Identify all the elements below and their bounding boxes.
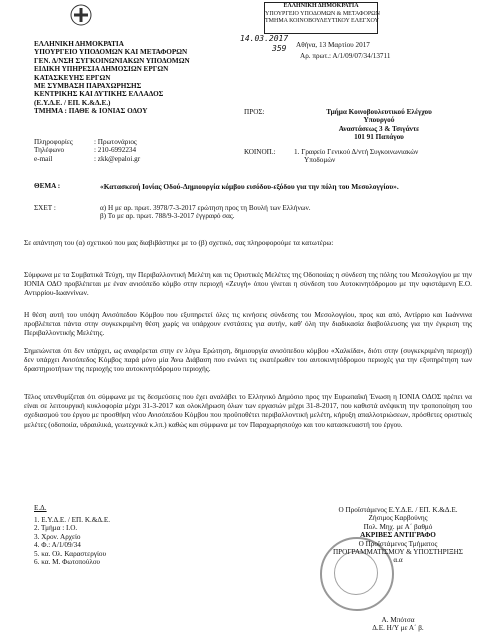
- email-value: : zkk@epaloi.gr: [94, 154, 141, 163]
- distribution-item: 2. Τμήμα : Ι.Ο.: [34, 524, 78, 533]
- sender-line: ΜΕ ΣΥΜΒΑΣΗ ΠΑΡΑΧΩΡΗΣΗΣ: [34, 82, 142, 91]
- sender-line: ΕΙΔΙΚΗ ΥΠΗΡΕΣΙΑ ΔΗΜΟΣΙΩΝ ΕΡΓΩΝ: [34, 65, 169, 74]
- info-label: Πληροφορίες: [34, 138, 73, 146]
- to-line: Τμήμα Κοινοβουλευτικού Ελέγχου: [326, 108, 432, 116]
- phone-label: Τηλέφωνο: [34, 146, 65, 155]
- handwritten-date: 14.03.2017: [240, 34, 289, 43]
- distribution-item: 3. Χρον. Αρχείο: [34, 532, 81, 541]
- sender-line: (Ε.Υ.Δ.Ε. / ΕΠ. Κ.&Δ.Ε.): [34, 98, 111, 107]
- copy-grade: Δ.Ε. Η/Υ με Α΄ β.: [372, 624, 424, 633]
- copy-label: ΑΚΡΙΒΕΣ ΑΝΤΙΓΡΑΦΟ: [360, 531, 436, 540]
- related-item: α) Η με αρ. πρωτ. 3978/7-3-2017 ερώτηση προς τη Βουλή των Ελλήνων.: [100, 204, 311, 212]
- subject-text: «Κατασκευή Ιονίας Οδού-Δημιουργία κόμβου εισόδου-εξόδου για την πόλη του Μεσολογγίου».: [100, 182, 399, 191]
- distribution-item: 6. κα. Μ. Φωτοπούλου: [34, 558, 100, 567]
- body-paragraph: Η θέση αυτή του υπόψη Ανισόπεδου Κόμβου που εξυπηρετεί όλες τις κινήσεις σύνδεσης του Μεσολογγίου, προς και από, Αντίρριο και Ιωάννινα προβλέπεται πάντα στην συγκεκριμένη θέση χωρίς να υπάρχουν ενστάσεις για αυτήν, καθ' όλη την διαδικασία διαβούλευσης για την έγκριση της Περιβαλλοντικής Μελέτης.: [24, 310, 472, 338]
- to-block: [294, 108, 464, 142]
- related-item: β) Το με αρ. πρωτ. 788/9-3-2017 έγγραφό σας.: [100, 212, 235, 221]
- cc-block: [294, 148, 418, 165]
- date-line: [296, 41, 370, 49]
- handwritten-number: 359: [272, 44, 287, 53]
- distribution-item: 4. Φ.: Α/1/09/34: [34, 541, 81, 550]
- sender-block: [34, 40, 190, 116]
- cc-label: ΚΟΙΝΟΠ.:: [244, 148, 276, 156]
- distribution-list: [34, 516, 110, 566]
- copy-role: Ο Προϊστάμενος Τμήματος: [358, 539, 438, 548]
- date-value: 13 Μαρτίου 2017: [319, 41, 370, 49]
- related-block: [100, 204, 311, 221]
- body-paragraph: Σε απάντηση του (α) σχετικού που μας διαβιβάστηκε με το (β) σχετικό, σας πληροφορούμε τα κατωτέρω:: [24, 238, 334, 247]
- subject-label: ΘΕΜΑ :: [34, 182, 61, 190]
- related-label: ΣΧΕΤ :: [34, 204, 56, 212]
- greek-emblem-icon: [70, 4, 92, 26]
- ref-number: Α/1/09/07/34/13711: [332, 52, 391, 60]
- copy-name: Α. Μπότσα: [381, 616, 415, 624]
- to-line: Αναστάσεως 3 & Τσιγάντε: [338, 124, 420, 133]
- signer-title: Ο Προϊστάμενος Ε.Υ.Δ.Ε. / ΕΠ. Κ.&Δ.Ε.: [338, 506, 458, 514]
- body-paragraph: Τέλος υπενθυμίζεται ότι σύμφωνα με τις δεσμεύσεις που έχει αναλάβει το Ελληνικό Δημόσιο προς την Ευρωπαϊκή Ένωση η ΙΟΝΙΑ ΟΔΟΣ πρέπει να είναι σε λειτουργική κυκλοφορία μέχρι 31-3-2017 και ολοκλήρωση όλων των εργασιών μέχρι 31-8-2017, που καθιστά ανέφικτη την τροποποίηση του σχεδιασμού του έργου με προσθήκη νέου Ανισόπεδου Κόμβου που προϋποθέτει περιβαλλοντική μελέτη, κήρυξη απαλλοτριώσεων, πρόσθετες οριστικές μελέτες (οδοποιία, υδραυλικά, γεωτεχνικά κ.λπ.) καθώς και σύμφωνα με τον Παραχωρησιούχο και του κατασκευαστή του έργου.: [24, 392, 472, 429]
- copy-role: ΠΡΟΓΡΑΜΜΑΤΙΣΜΟΥ & ΥΠΟΣΤΗΡΙΞΗΣ: [332, 548, 463, 557]
- cc-line: 1. Γραφείο Γενικού Δ/ντή Συγκοινωνιακών: [294, 148, 419, 156]
- body-paragraph: Σύμφωνα με τα Συμβατικά Τεύχη, την Περιβαλλοντική Μελέτη και τις Οριστικές Μελέτες της Οδοποιίας η σύνδεση της πόλης του Μεσολογγίου με την ΙΟΝΙΑ ΟΔΟ προβλέπεται με έναν ανισόπεδο κόμβο στην περιοχή «Ζευγή» όπου γίνεται η σύνδεση του Αυτοκινητόδρομου με την υφιστάμενη Ε.Ο. Αντιρρίου-Ιωαννίνων.: [24, 270, 472, 298]
- to-line: 101 91 Παπάγου: [354, 133, 404, 142]
- reference-line: [300, 52, 390, 60]
- ref-label: Αρ. πρωτ.:: [300, 52, 331, 60]
- stamp-line-3: ΤΜΗΜΑ ΚΟΙΝΟΒΟΥΛΕΥΤΙΚΟΥ ΕΛΕΓΧΟΥ: [265, 18, 379, 25]
- phone-value: : 210-6992234: [94, 146, 137, 155]
- sender-line: ΕΛΛΗΝΙΚΗ ΔΗΜΟΚΡΑΤΙΑ: [34, 40, 124, 48]
- signature-block: [318, 506, 478, 565]
- sender-line: ΥΠΟΥΡΓΕΙΟ ΥΠΟΔΟΜΩΝ ΚΑΙ ΜΕΤΑΦΟΡΩΝ: [34, 48, 188, 57]
- signer-name: Ζήσιμος Καρβούνης: [368, 514, 428, 523]
- distribution-label: Ε.Δ.: [34, 504, 47, 512]
- registration-stamp: [264, 2, 378, 34]
- stamp-line-1: ΕΛΛΗΝΙΚΗ ΔΗΜΟΚΡΑΤΙΑ: [283, 3, 359, 9]
- copy-abbrev: α.α: [393, 556, 403, 565]
- sender-line: ΤΜΗΜΑ : ΠΑΘΕ & ΙΟΝΙΑΣ ΟΔΟΥ: [34, 107, 148, 116]
- sender-line: ΚΑΤΑΣΚΕΥΗΣ ΕΡΓΩΝ: [34, 73, 111, 82]
- cc-line: Υποδομών: [304, 156, 336, 165]
- to-line: Υπουργού: [363, 116, 395, 125]
- to-label: ΠΡΟΣ:: [244, 108, 265, 116]
- stamp-line-2: ΥΠΟΥΡΓΕΙΟ ΥΠΟΔΟΜΩΝ & ΜΕΤΑΦΟΡΩΝ: [265, 10, 380, 17]
- date-prefix: Αθήνα,: [296, 41, 318, 49]
- signer-degree: Πολ. Μηχ. με Α΄ βαθμό: [363, 522, 433, 531]
- email-label: e-mail: [34, 154, 53, 163]
- distribution-item: 5. κα. Ολ. Καραστεργίου: [34, 549, 107, 558]
- contact-block: [34, 138, 140, 163]
- sender-line: ΓΕΝ. Δ/ΝΣΗ ΣΥΓΚΟΙΝΩΝΙΑΚΩΝ ΥΠΟΔΟΜΩΝ: [34, 56, 190, 65]
- sender-line: ΚΕΝΤΡΙΚΗΣ ΚΑΙ ΔΥΤΙΚΗΣ ΕΛΛΑΔΟΣ: [34, 90, 164, 99]
- copy-signer: [318, 616, 478, 633]
- distribution-item: 1. Ε.Υ.Δ.Ε. / ΕΠ. Κ.&Δ.Ε.: [34, 516, 111, 524]
- body-paragraph: Σημειώνεται ότι δεν υπάρχει, ως αναφέρεται στην εν λόγω Ερώτηση, δημιουργία ανισόπεδου κόμβου «Χαλκίδα», διότι στην (συγκεκριμένη περιοχή) δεν υπάρχει Ανισόπεδος Κόμβος παρά μόνο μία Άνω Διάβαση που ενώνει τις εκατέρωθεν του αυτοκινητόδρομου περιοχές για την εξυπηρέτηση των δραστηριοτήτων της περιοχής του αυτοκινητόδρομου περιοχής.: [24, 346, 472, 374]
- info-value: : Πρωτονάριος: [94, 138, 137, 146]
